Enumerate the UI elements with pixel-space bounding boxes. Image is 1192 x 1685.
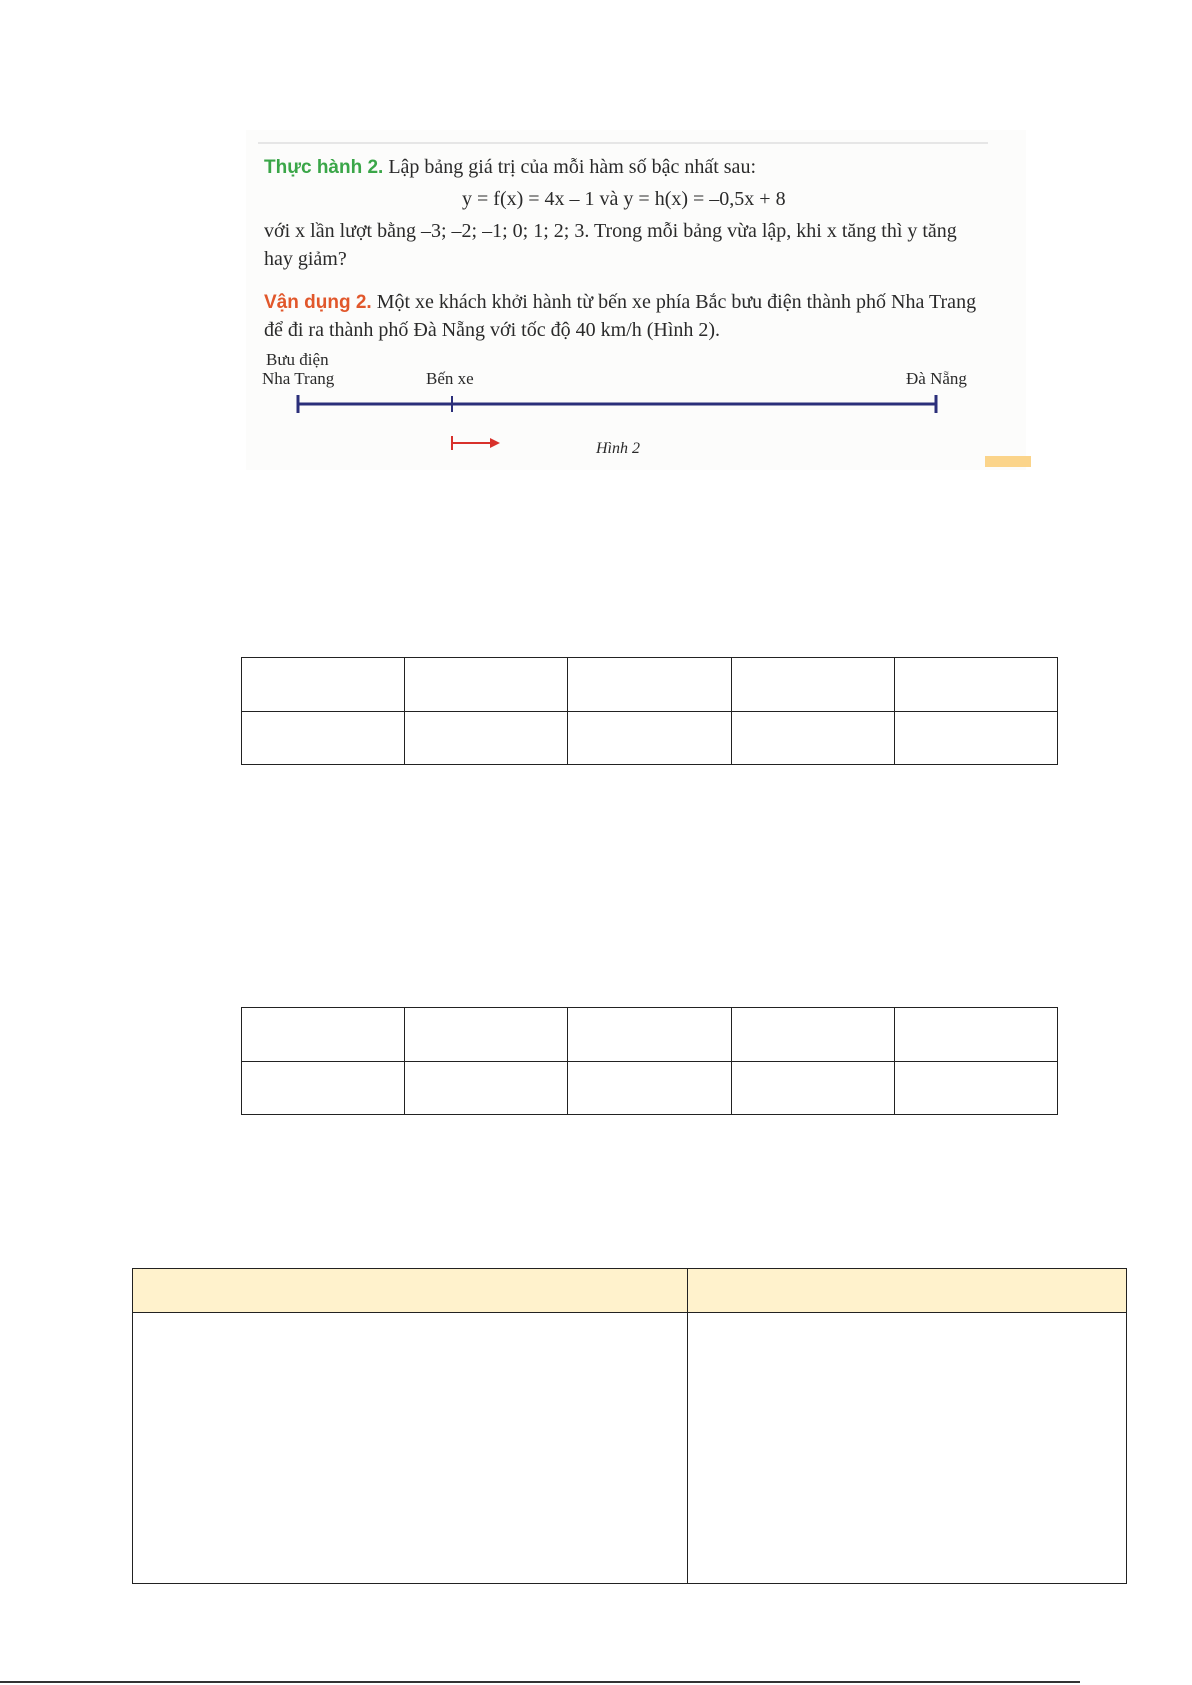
table-cell[interactable]	[405, 1061, 568, 1115]
table-cell[interactable]	[731, 1061, 894, 1115]
footer-rule	[0, 1681, 1080, 1683]
figure-label-danang: Đà Nẵng	[906, 369, 967, 388]
answer-table	[132, 1268, 1127, 1584]
answer-cell-left[interactable]	[133, 1313, 688, 1584]
table-cell[interactable]	[731, 658, 894, 712]
table-cell[interactable]	[242, 1061, 405, 1115]
route-line	[298, 395, 936, 413]
figure-label-post-office-2: Nha Trang	[262, 369, 335, 388]
table-cell[interactable]	[405, 658, 568, 712]
application-label: Vận dụng 2.	[264, 292, 372, 313]
value-table-2	[241, 1007, 1058, 1115]
table-cell[interactable]	[568, 711, 731, 765]
table-cell[interactable]	[568, 1061, 731, 1115]
table-cell[interactable]	[405, 1008, 568, 1062]
table-cell[interactable]	[568, 1008, 731, 1062]
route-diagram	[246, 130, 1026, 470]
table-cell[interactable]	[242, 658, 405, 712]
table-row	[242, 1008, 1058, 1062]
value-table-1	[241, 657, 1058, 765]
answer-cell-right[interactable]	[688, 1313, 1127, 1584]
table-cell[interactable]	[731, 1008, 894, 1062]
practice-label: Thực hành 2.	[264, 157, 384, 178]
figure-label-bus-station: Bến xe	[426, 369, 474, 388]
practice-line-4: hay giảm?	[264, 248, 347, 270]
table-cell[interactable]	[731, 711, 894, 765]
table-cell[interactable]	[242, 1008, 405, 1062]
table-cell[interactable]	[894, 658, 1057, 712]
answer-table-body	[133, 1313, 1127, 1584]
direction-arrow-icon	[452, 436, 500, 450]
table-cell[interactable]	[894, 1061, 1057, 1115]
table-cell[interactable]	[242, 711, 405, 765]
answer-header-cell-right	[688, 1269, 1127, 1313]
table-row	[242, 711, 1058, 765]
page-tab-marker	[985, 456, 1031, 467]
answer-header-cell-left	[133, 1269, 688, 1313]
practice-line-3: với x lần lượt bằng –3; –2; –1; 0; 1; 2; 3. Trong mỗi bảng vừa lập, khi x tăng thì y tăng	[264, 220, 957, 242]
table-row	[242, 658, 1058, 712]
practice-formula: y = f(x) = 4x – 1 và y = h(x) = –0,5x + 8	[462, 188, 786, 210]
table-cell[interactable]	[405, 711, 568, 765]
table-row	[242, 1061, 1058, 1115]
textbook-excerpt	[246, 130, 1026, 470]
application-line-2: để đi ra thành phố Đà Nẵng với tốc độ 40 km/h (Hình 2).	[264, 319, 721, 341]
answer-table-header	[133, 1269, 1127, 1313]
table-cell[interactable]	[568, 658, 731, 712]
table-cell[interactable]	[894, 711, 1057, 765]
practice-text: Lập bảng giá trị của mỗi hàm số bậc nhất sau:	[383, 156, 756, 178]
table-cell[interactable]	[894, 1008, 1057, 1062]
application-text: Một xe khách khởi hành từ bến xe phía Bắc bưu điện thành phố Nha Trang	[371, 291, 977, 313]
figure-label-post-office-1: Bưu điện	[266, 350, 329, 369]
figure-caption: Hình 2	[596, 440, 640, 457]
